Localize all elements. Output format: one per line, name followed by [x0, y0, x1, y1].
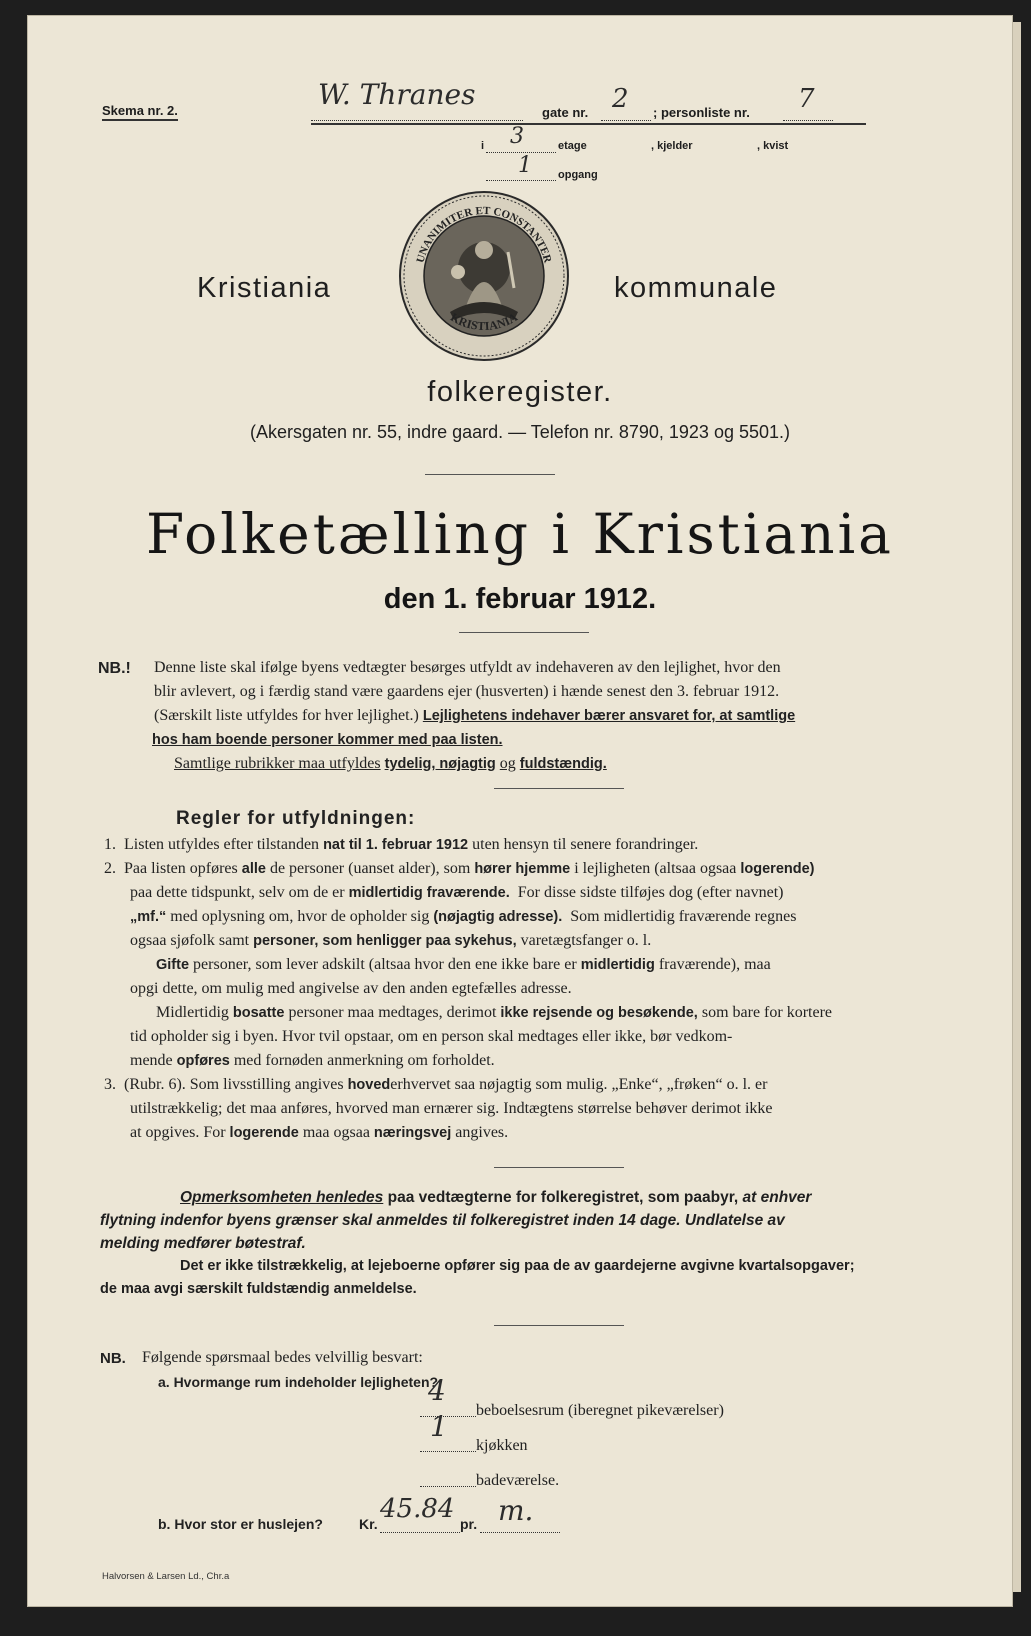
seal-emblem-icon [396, 188, 572, 364]
nb-line: Samtlige rubrikker maa utfyldes tydelig, nøjagtig og fuldstændig. [174, 755, 607, 772]
kvist-label: , kvist [757, 140, 789, 152]
rent-value: 45.84 [380, 1494, 455, 1524]
rules-heading: Regler for utfyldningen: [176, 808, 416, 829]
rule-2-line: Midlertidig bosatte personer maa medtages, derimot ikke rejsende og besøkende, som bare for kortere [156, 1004, 833, 1021]
census-form [28, 16, 1012, 1606]
rule-2-line: „mf.“ med oplysning om, hvor de opholder sig (nøjagtig adresse). Som midlertidig fraværende regnes [130, 908, 797, 925]
nb-notice [154, 656, 914, 776]
pr-label: pr. [460, 1516, 478, 1532]
title-folkeregister: folkeregister. [427, 376, 613, 408]
main-title: Folketælling i Kristiania [146, 502, 894, 566]
i-label: i [481, 140, 485, 152]
form-number: Skema nr. 2. [102, 103, 178, 121]
questions-intro: Følgende spørsmaal bedes velvillig besvart: [142, 1349, 423, 1366]
nb-line: hos ham boende personer kommer med paa listen. [152, 732, 503, 748]
bath-label: badeværelse. [476, 1472, 560, 1489]
opgang-value: 1 [518, 153, 532, 178]
attention-line: Det er ikke tilstrækkelig, at lejeboerne opfører sig paa de av gaardejerne avgivne kvartalsopgaver; [180, 1258, 855, 1274]
rule-2-line: opgi dette, om mulig med angivelse av den anden egtefælles adresse. [130, 980, 572, 997]
census-date: den 1. februar 1912. [383, 583, 657, 615]
rooms-label: beboelsesrum (iberegnet pikeværelser) [476, 1402, 724, 1419]
attention-line: melding medfører bøtestraf. [100, 1235, 306, 1252]
rule-2-line: ogsaa sjøfolk samt personer, som henligger paa sykehus, varetægtsfanger o. l. [130, 932, 652, 949]
nb-label: NB.! [98, 660, 131, 677]
seal-top-text: UNANIMITER ET CONSTANTER [414, 204, 554, 265]
rule-3-line: utilstrækkelig; det maa anføres, hvorved man ernærer sig. Indtægtens størrelse behøver derimot ikke [130, 1100, 773, 1117]
rule-2: 2. Paa listen opføres alle de personer (uanset alder), som hører hjemme i lejligheten (altsaa ogsaa logerende) [104, 860, 815, 877]
period-value: m. [498, 1494, 534, 1527]
street-name-handwritten: W. Thranes [318, 78, 476, 111]
office-address: (Akersgaten nr. 55, indre gaard. — Telefon nr. 8790, 1923 og 5501.) [249, 422, 791, 442]
kitchen-label: kjøkken [476, 1437, 528, 1454]
attention-line: de maa avgi særskilt fuldstændig anmeldelse. [100, 1281, 417, 1297]
opgang-label: opgang [558, 169, 598, 181]
gate-value: 2 [612, 84, 629, 114]
personliste-value: 7 [798, 84, 815, 114]
kr-label: Kr. [359, 1516, 378, 1532]
rule-2-line: mende opføres med fornøden anmerkning om forholdet. [130, 1052, 495, 1069]
title-kommunale: kommunale [614, 272, 778, 304]
rule-1: 1. Listen utfyldes efter tilstanden nat til 1. februar 1912 uten hensyn til senere forandringer. [104, 836, 699, 853]
title-kristiania: Kristiania [197, 272, 332, 304]
gate-label: gate nr. [542, 105, 589, 120]
rule-3-line: at opgives. For logerende maa ogsaa næringsvej angives. [130, 1124, 509, 1141]
attention-line: Opmerksomheten henledes paa vedtægterne for folkeregistret, som paabyr, at enhver [180, 1189, 812, 1206]
rule-2-line: tid opholder sig i byen. Hvor tvil opstaar, om en person skal medtages eller ikke, bør vedkom- [130, 1028, 733, 1045]
city-seal [396, 188, 572, 364]
rule-2-line: paa dette tidspunkt, selv om de er midlertidig fraværende. For disse sidste tilføjes dog (efter navnet) [130, 884, 784, 901]
rule-2-line: Gifte personer, som lever adskilt (altsaa hvor den ene ikke bare er midlertidig fraværende), maa [156, 956, 771, 973]
rooms-value: 4 [428, 1374, 446, 1407]
rule-3: 3. (Rubr. 6). Som livsstilling angives hovederhvervet saa nøjagtig som mulig. „Enke“, „frøken“ o. l. er [104, 1076, 768, 1093]
attention-block [100, 1186, 926, 1301]
question-a: a. Hvormange rum indeholder lejligheten? [158, 1374, 439, 1390]
seal-bottom-text: KRISTIANIA [448, 309, 520, 334]
attention-line: flytning indenfor byens grænser skal anmeldes til folkeregistret inden 14 dage. Undlatelse av [100, 1212, 785, 1229]
etage-value: 3 [510, 124, 524, 149]
etage-label: etage [558, 140, 587, 152]
question-b: b. Hvor stor er huslejen? [158, 1516, 323, 1532]
rules-list [104, 833, 924, 1145]
kitchen-value: 1 [430, 1410, 448, 1443]
kjelder-label: , kjelder [651, 140, 693, 152]
personliste-label: ; personliste nr. [653, 105, 750, 120]
questions-nb: NB. [100, 1350, 126, 1367]
printer-imprint: Halvorsen & Larsen Ld., Chr.a [102, 1571, 230, 1582]
nb-line: (Særskilt liste utfyldes for hver lejlighet.) Lejlighetens indehaver bærer ansvaret for, at samtlige [154, 707, 796, 724]
nb-line: Denne liste skal ifølge byens vedtægter besørges utfyldt av indehaveren av den lejlighet, hvor den [154, 659, 781, 676]
nb-line: blir avlevert, og i færdig stand være gaardens ejer (husverten) i hænde senest den 3. februar 1912. [154, 683, 780, 700]
